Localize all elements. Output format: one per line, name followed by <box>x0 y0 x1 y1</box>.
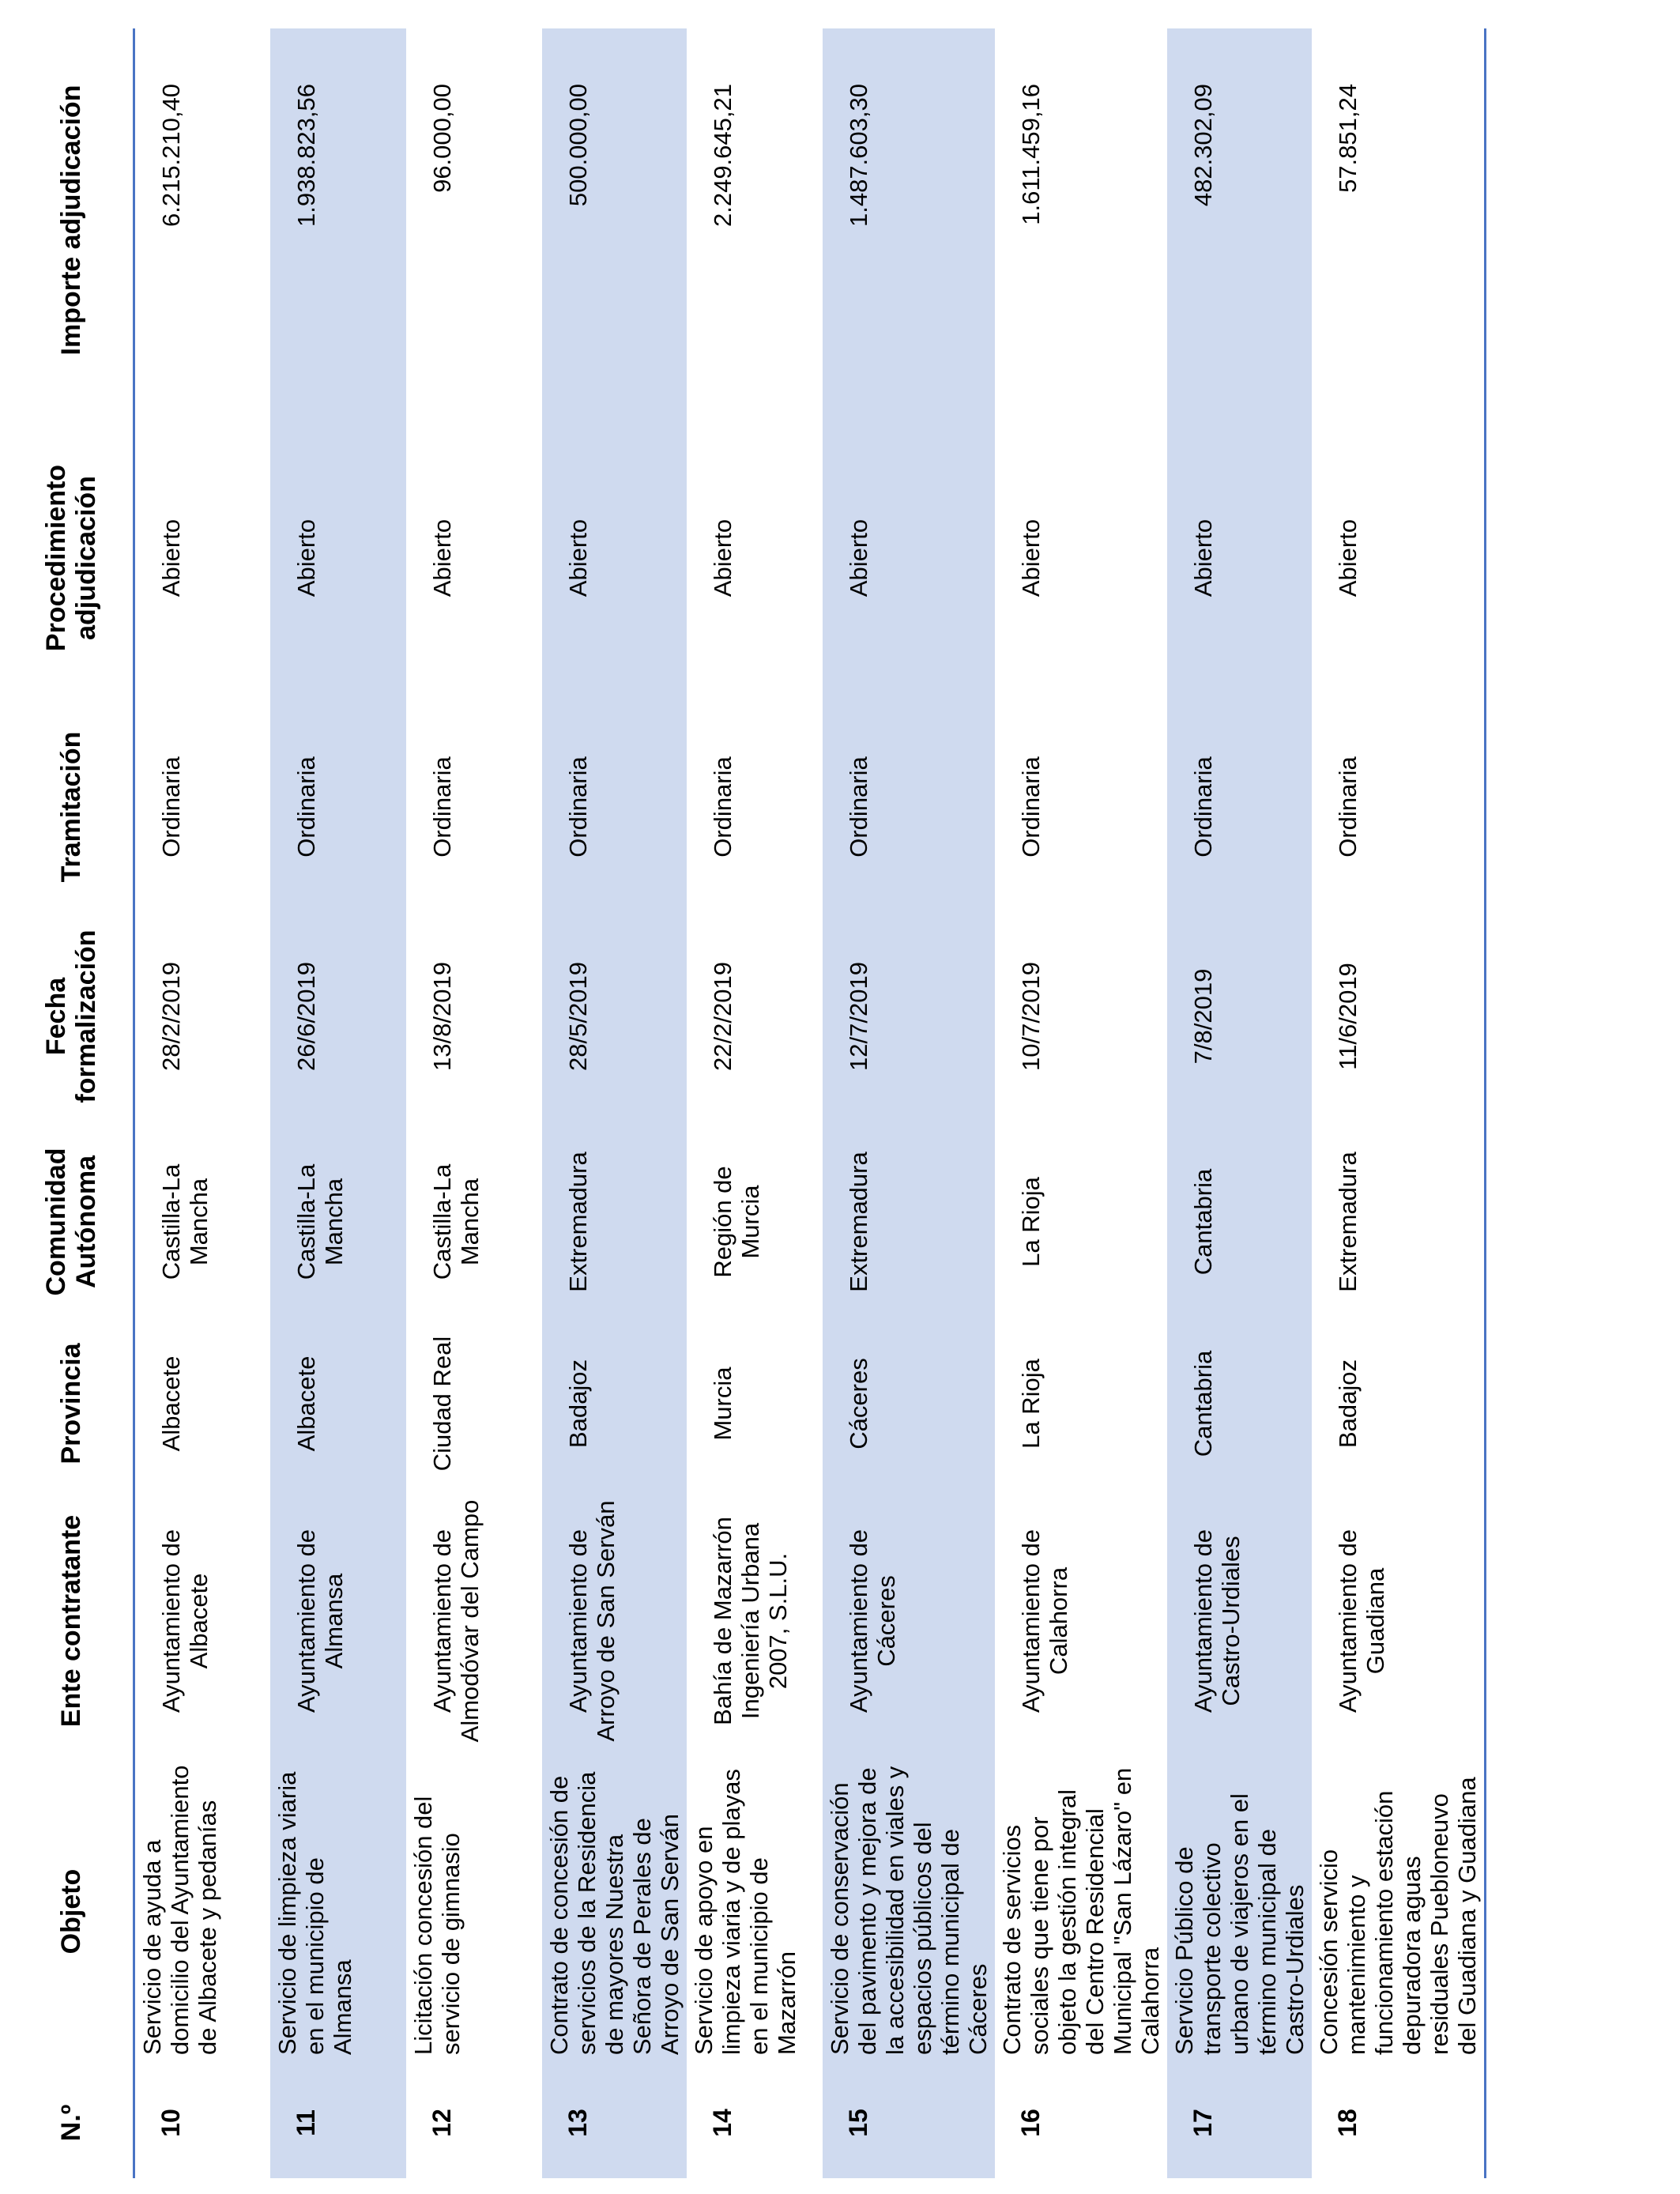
table-row <box>823 28 995 2178</box>
row-procedimiento: Abierto <box>270 412 406 704</box>
row-tramitacion: Ordinaria <box>1167 704 1312 910</box>
row-tramitacion: Ordinaria <box>270 704 406 910</box>
row-importe: 1.611.459,16 <box>1016 84 1045 225</box>
header-comunidad: Comunidad Autónoma <box>9 1123 134 1321</box>
row-objeto: Contrato de servicios sociales que tiene por objeto la gestión integral del Centro Residencial Municipal "San Lázaro" en Calahorra <box>997 1767 1164 2055</box>
header-objeto: Objeto <box>9 1755 134 2068</box>
row-fecha: 7/8/2019 <box>1167 910 1312 1123</box>
row-fecha: 22/2/2019 <box>708 962 736 1071</box>
row-comunidad: Castilla-La Mancha <box>157 1163 213 1280</box>
row-tramitacion: Ordinaria <box>1016 756 1045 858</box>
row-procedimiento: Abierto <box>1312 412 1486 704</box>
row-comunidad: Castilla-La Mancha <box>270 1123 406 1321</box>
row-ente: Ayuntamiento de Castro-Urdiales <box>1167 1487 1312 1755</box>
row-importe: 96.000,00 <box>428 84 456 193</box>
row-provincia: Cáceres <box>823 1321 995 1487</box>
row-procedimiento: Abierto <box>1167 412 1312 704</box>
row-ente: Ayuntamiento de Almansa <box>270 1487 406 1755</box>
row-objeto: Servicio de limpieza viaria en el municipio de Almansa <box>270 1755 406 2068</box>
row-ente: Ayuntamiento de Arroyo de San Serván <box>542 1487 687 1755</box>
row-tramitacion: Ordinaria <box>708 756 736 858</box>
header-ente: Ente contratante <box>9 1487 134 1755</box>
row-fecha: 12/7/2019 <box>823 910 995 1123</box>
row-importe: 1.938.823,56 <box>270 28 406 412</box>
row-num: 17 <box>1167 2068 1312 2178</box>
row-objeto: Servicio de ayuda a domicilio del Ayuntamiento de Albacete y pedanías <box>138 1765 221 2055</box>
row-provincia: Cantabria <box>1167 1321 1312 1487</box>
row-fecha: 28/5/2019 <box>542 910 687 1123</box>
row-importe: 6.215.210,40 <box>157 84 185 228</box>
row-importe: 482.302,09 <box>1167 28 1312 412</box>
row-fecha: 26/6/2019 <box>270 910 406 1123</box>
row-ente: Ayuntamiento de Calahorra <box>1016 1529 1072 1713</box>
row-provincia: Badajoz <box>542 1321 687 1487</box>
row-tramitacion: Ordinaria <box>157 756 185 858</box>
row-tramitacion: Ordinaria <box>823 704 995 910</box>
row-comunidad: Región de Murcia <box>708 1166 764 1278</box>
header-importe: Importe adjudicación <box>9 28 134 412</box>
row-objeto: Contrato de concesión de servicios de la Residencia de mayores Nuestra Señora de Perales de Arroyo de San Serván <box>542 1755 687 2068</box>
row-importe: 2.249.645,21 <box>708 84 736 228</box>
row-objeto: Licitación concesión del servicio de gimnasio <box>409 1796 465 2055</box>
header-fecha: Fecha formalización <box>9 910 134 1123</box>
row-objeto: Servicio de conservación del pavimento y mejora de la accesibilidad en viales y espacios públicos del término municipal de Cáceres <box>823 1755 995 2068</box>
row-procedimiento: Abierto <box>157 518 185 598</box>
header-procedimiento: Procedimiento adjudicación <box>9 412 134 704</box>
contracts-table <box>9 28 1486 2178</box>
row-comunidad: Extremadura <box>823 1123 995 1321</box>
row-num: 12 <box>427 2109 456 2137</box>
row-provincia: Ciudad Real <box>428 1336 456 1472</box>
row-tramitacion: Ordinaria <box>542 704 687 910</box>
row-procedimiento: Abierto <box>542 412 687 704</box>
row-num: 18 <box>1312 2068 1486 2178</box>
row-num: 15 <box>823 2068 995 2178</box>
table-row <box>134 28 270 2178</box>
row-importe: 500.000,00 <box>542 28 687 412</box>
row-num: 13 <box>542 2068 687 2178</box>
row-procedimiento: Abierto <box>428 518 456 598</box>
row-num: 10 <box>156 2109 185 2137</box>
row-tramitacion: Ordinaria <box>428 756 456 858</box>
row-comunidad: Cantabria <box>1167 1123 1312 1321</box>
row-provincia: Albacete <box>270 1321 406 1487</box>
row-ente: Ayuntamiento de Almodóvar del Campo <box>428 1499 484 1743</box>
row-fecha: 28/2/2019 <box>157 962 185 1071</box>
table-row <box>406 28 542 2178</box>
row-objeto: Servicio de apoyo en limpieza viaria y de playas en el municipio de Mazarrón <box>689 1769 800 2055</box>
row-fecha: 13/8/2019 <box>428 962 456 1071</box>
row-ente: Ayuntamiento de Guadiana <box>1312 1487 1486 1755</box>
row-importe: 57.851,24 <box>1312 28 1486 412</box>
header-row <box>9 28 134 2178</box>
table-row <box>1167 28 1312 2178</box>
row-objeto: Concesión servicio mantenimiento y funcionamiento estación depuradora aguas residuales Puebloneuvo del Guadiana y Guadiana <box>1312 1755 1486 2068</box>
row-provincia: La Rioja <box>1016 1359 1045 1449</box>
table-row <box>995 28 1167 2178</box>
row-procedimiento: Abierto <box>823 412 995 704</box>
row-num: 14 <box>707 2109 736 2137</box>
row-procedimiento: Abierto <box>708 518 736 598</box>
row-tramitacion: Ordinaria <box>1312 704 1486 910</box>
table-row <box>270 28 406 2178</box>
row-procedimiento: Abierto <box>1016 518 1045 598</box>
row-num: 11 <box>270 2068 406 2178</box>
row-comunidad: Castilla-La Mancha <box>428 1163 484 1280</box>
header-tramitacion: Tramitación <box>9 704 134 910</box>
row-ente: Ayuntamiento de Cáceres <box>823 1487 995 1755</box>
row-provincia: Badajoz <box>1312 1321 1486 1487</box>
row-num: 16 <box>1015 2109 1045 2137</box>
row-comunidad: Extremadura <box>542 1123 687 1321</box>
row-provincia: Murcia <box>708 1367 736 1441</box>
row-objeto: Servicio Público de transporte colectivo urbano de viajeros en el término municipal de Castro-Urdiales <box>1167 1755 1312 2068</box>
table-row <box>542 28 687 2178</box>
row-comunidad: La Rioja <box>1016 1177 1045 1267</box>
row-importe: 1.487.603,30 <box>823 28 995 412</box>
table-row <box>687 28 823 2178</box>
header-num: N.º <box>9 2068 134 2178</box>
header-provincia: Provincia <box>9 1321 134 1487</box>
row-comunidad: Extremadura <box>1312 1123 1486 1321</box>
row-ente: Ayuntamiento de Albacete <box>157 1529 213 1713</box>
row-provincia: Albacete <box>157 1355 185 1452</box>
row-fecha: 11/6/2019 <box>1312 910 1486 1123</box>
row-ente: Bahía de Mazarrón Ingeniería Urbana 2007, S.L.U. <box>708 1517 792 1725</box>
table-row <box>1312 28 1486 2178</box>
row-fecha: 10/7/2019 <box>1016 962 1045 1071</box>
